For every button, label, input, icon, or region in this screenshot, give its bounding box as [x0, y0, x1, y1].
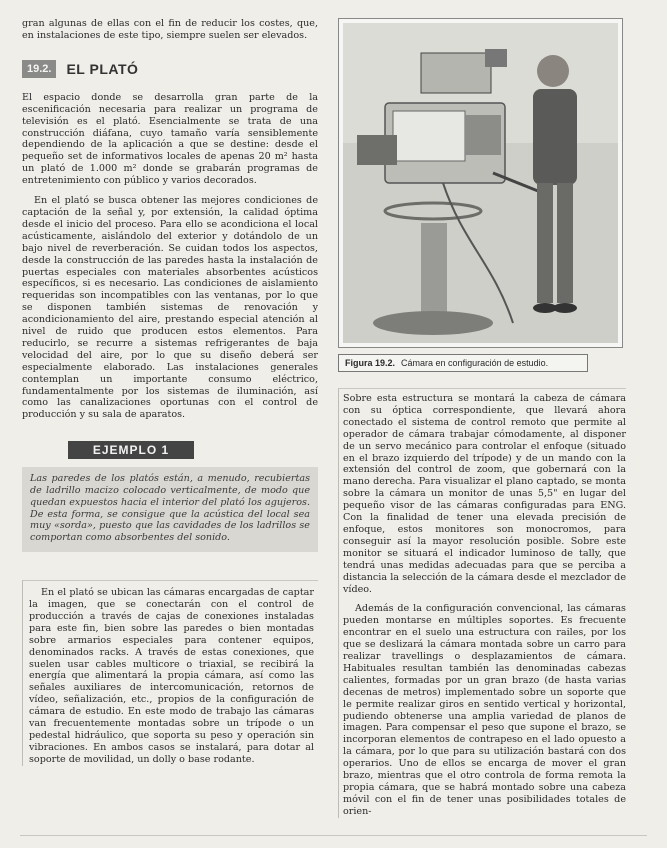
example-title: EJEMPLO 1: [68, 441, 194, 459]
intro-paragraph: gran algunas de ellas con el fin de reducir los costes, que, en instalaciones de este tipo, siempre suelen ser elevados.: [22, 18, 318, 41]
camera-paragraph-1: Sobre esta estructura se montará la cabeza de cámara con su óptica correspondiente, que llevará ahora conectado el sistema de control remoto que permite al operador de cámara trabajar cómodamente, al disponer de un servo mecánico para controlar el enfoque (situado en el brazo izquierdo del trípode) y de un mando con la extensión del control de zoom, que gobernará con la mano derecha. Para visualizar el plano captado, se monta sobre la cámara un monitor de unas 5,5" en lugar del pequeño visor de las cámaras configuradas para ENG. Con la finalidad de tener una elevada precisión de enfoque, estos monitores son monocromos, para conseguir así la mayor resolución posible. Sobre este monitor se situará el indicador luminoso de tally, que tendrá unas medidas adecuadas para que se perciba a distancia la selección de la cámara desde el mezclador de vídeo.: [343, 393, 626, 595]
figure-caption: [338, 354, 588, 372]
left-lower-block: [22, 580, 318, 766]
figure-label: Figura 19.2.: [345, 358, 396, 368]
studio-camera-illustration: [343, 23, 618, 343]
section-heading: [22, 60, 318, 78]
bottom-rule: [20, 835, 647, 836]
section-number: 19.2.: [22, 60, 56, 78]
plato-paragraph-3: En el plató se ubican las cámaras encargadas de captar la imagen, que se conectarán con el control de producción a través de cajas de conexiones instaladas para este fin, bien sobre las paredes o bien montadas sobre armarios especiales para contener equipos, denominados racks. A través de estas conexiones, que suelen usar cables multicore o triaxial, se recibirá la energía que alimentará la propia cámara, así como las señales auxiliares de intercomunicación, retornos de vídeo, señalización, etc., propios de la configuración de cámara de estudio. En este modo de trabajo las cámaras van frecuentemente montadas sobre un trípode o un pedestal hidráulico, que soporta su peso y operación sin vibraciones. En ambos casos se instalará, para dotar al soporte de movilidad, un dolly o base rodante.: [29, 587, 314, 765]
example-text: Las paredes de los platós están, a menudo, recubiertas de ladrillo macizo colocado verticalmente, de modo que quedan expuestos hacia el interior del plató los agujeros. De esta forma, se consigue que la acústica del local sea muy «sorda», puesto que las cavidades de los ladrillos se comportan como absorbentes del sonido.: [22, 467, 318, 552]
example-box: [22, 441, 318, 552]
figure-frame: [338, 18, 623, 348]
left-column: [22, 18, 318, 766]
section-title: EL PLATÓ: [66, 60, 139, 77]
right-text-block: [338, 388, 626, 818]
plato-paragraph-2: En el plató se busca obtener las mejores condiciones de captación de la señal y, por extensión, la calidad óptima desde el inicio del proceso. Para ello se acondiciona el local acústicamente, aislándolo del exterior y dotándolo de un bajo nivel de reverberación. Se cuidan todos los aspectos, desde la construcción de las paredes hasta la instalación de puertas especiales con materiales absorbentes acústicos específicos, si es necesario. Las condiciones de aislamiento requeridas son incompatibles con las ventanas, por lo que se disponen también sistemas de renovación y acondicionamiento del aire, prestando especial atención al nivel de ruido que producen estos elementos. Para reducirlo, se recurre a sistemas refrigerantes de baja velocidad del aire, por lo que su diseño deberá ser especialmente elaborado. Las instalaciones generales contemplan un importante consumo eléctrico, fundamentalmente por los sistemas de iluminación, así como las canalizaciones oportunas con el control de producción y su sala de aparatos.: [22, 195, 318, 421]
plato-paragraph-1: El espacio donde se desarrolla gran parte de la escenificación necesaria para realizar un programa de televisión es el plató. Esencialmente se trata de una construcción diáfana, cuyo tamaño varía sensiblemente dependiendo de la aplicación a que se destine: desde el pequeño set de informativos locales de apenas 20 m² hasta un plató de 1.000 m² donde se grabarán programas de entretenimiento con público y varios decorados.: [22, 91, 318, 187]
right-column: [338, 18, 626, 818]
studio-camera-photo: [343, 23, 618, 343]
camera-paragraph-2: Además de la configuración convencional, las cámaras pueden montarse en múltiples soportes. Es frecuente encontrar en el suelo una estructura con railes, por los que se deslizará la cámara montada sobre un carro para realizar travellings o desplazamientos de cámara. Habituales resultan también las denominadas cabezas calientes, formadas por un gran brazo (de hasta varias decenas de metros) implementado sobre un soporte que le permite realizar giros en sentido vertical y horizontal, pudiendo obtenerse una amplia variedad de planos de imagen. Para compensar el peso que supone el brazo, se incorporan elementos de contrapeso en el lado opuesto a la cámara, por lo que para su utilización bastará con dos operarios. Uno de ellos se encarga de mover el gran brazo, mientras que el otro controla de forma remota la propia cámara, que se habrá montado sobre una cabeza móvil con el fin de tener unas posibilidades totales de orien-: [343, 603, 626, 817]
figure-caption-text: Cámara en configuración de estudio.: [401, 358, 549, 368]
